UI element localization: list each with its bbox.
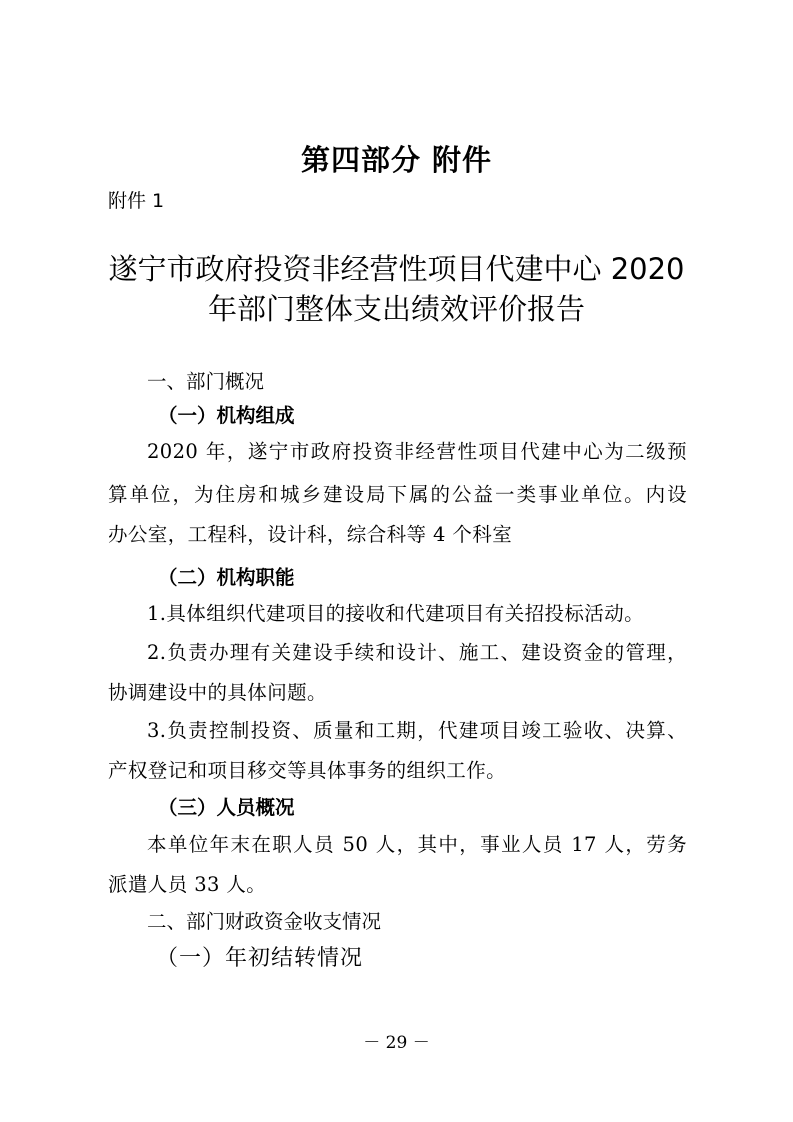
page-number: － 29 － <box>363 1033 430 1053</box>
subsection-heading-composition: （一）机构组成 <box>158 404 295 427</box>
paragraph-line: 算单位，为住房和城乡建设局下属的公益一类事业单位。内设 <box>108 483 687 506</box>
subsection-heading-staff: （三）人员概况 <box>158 796 295 819</box>
subsection-heading-carryover: （一）年初结转情况 <box>156 946 364 971</box>
paragraph-line: 2.负责办理有关建设手续和设计、施工、建设资金的管理， <box>147 641 687 664</box>
section-heading-overview: 一、部门概况 <box>147 370 265 393</box>
paragraph-line: 1.具体组织代建项目的接收和代建项目有关招投标活动。 <box>147 602 645 625</box>
part-title: 第四部分 附件 <box>300 143 493 177</box>
report-title-line-1: 遂宁市政府投资非经营性项目代建中心 2020 <box>108 252 685 286</box>
section-heading-finance: 二、部门财政资金收支情况 <box>147 910 382 933</box>
paragraph-line: 2020 年，遂宁市政府投资非经营性项目代建中心为二级预 <box>147 440 687 463</box>
paragraph-line: 办公室，工程科，设计科，综合科等 4 个科室 <box>108 523 513 546</box>
paragraph-line: 派遣人员 33 人。 <box>108 873 267 896</box>
report-title-line-2: 年部门整体支出绩效评价报告 <box>207 292 585 326</box>
paragraph-line: 本单位年末在职人员 50 人，其中，事业人员 17 人，劳务 <box>147 833 687 856</box>
subsection-heading-functions: （二）机构职能 <box>158 566 295 589</box>
attachment-label: 附件 1 <box>108 190 165 212</box>
paragraph-line: 3.负责控制投资、质量和工期，代建项目竣工验收、决算、 <box>147 719 687 742</box>
paragraph-line: 产权登记和项目移交等具体事务的组织工作。 <box>108 759 507 782</box>
paragraph-line: 协调建设中的具体问题。 <box>108 681 327 704</box>
